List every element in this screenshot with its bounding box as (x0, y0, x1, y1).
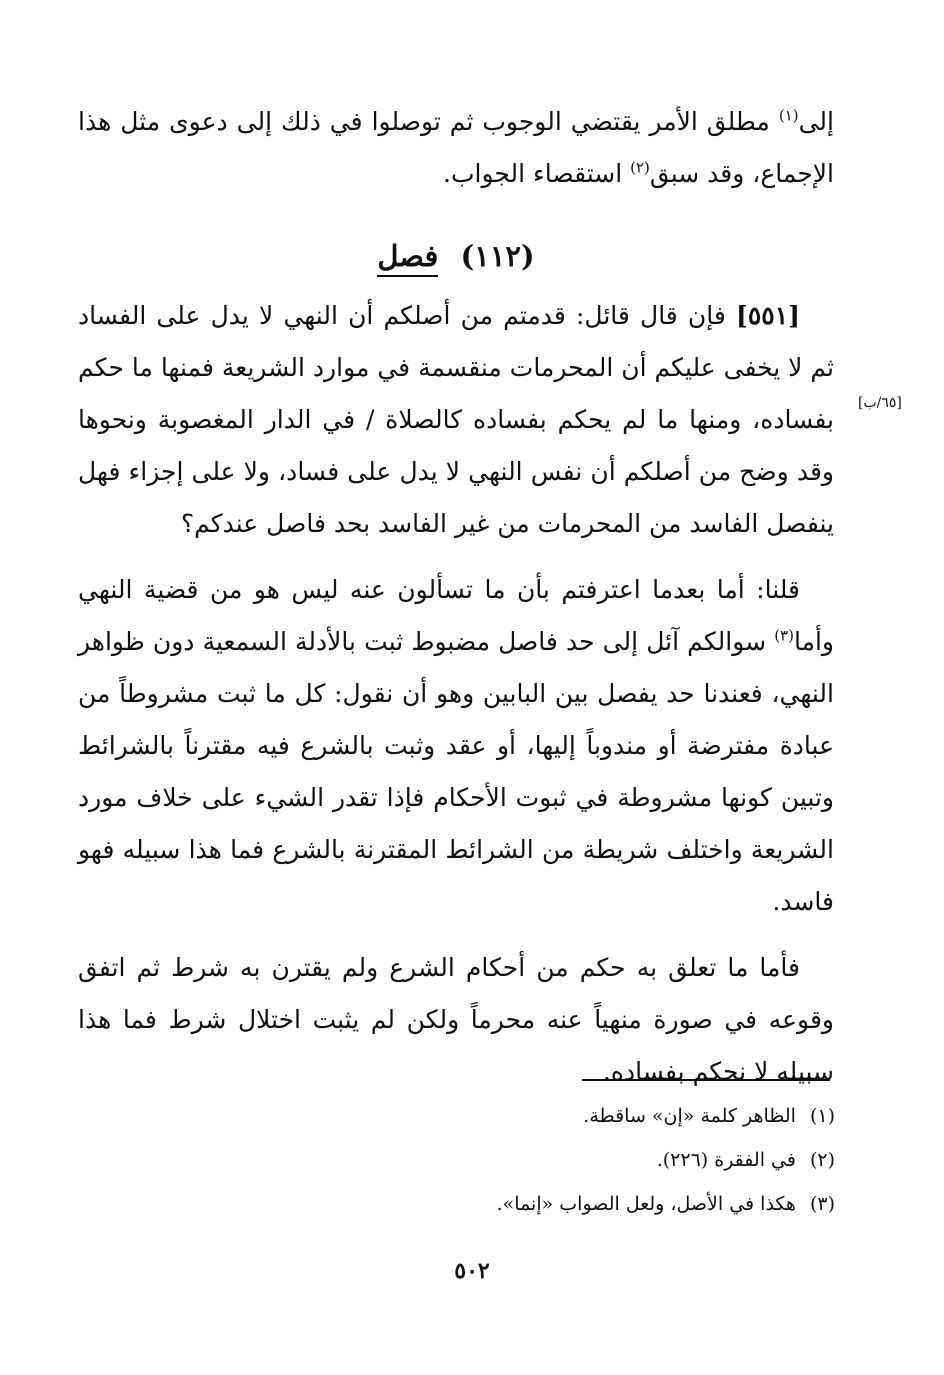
footnote-ref-2: (٢) (630, 158, 650, 177)
continuation-part1: إلى (798, 107, 834, 136)
paragraph-number: [٥٥١] (736, 301, 800, 330)
continuation-part3: استقصاء الجواب. (443, 159, 631, 188)
continuation-part2: مطلق الأمر يقتضي الوجوب ثم توصلوا في ذلك إلى دعوى مثل هذا الإجماع، وقد سبق (78, 107, 834, 188)
footnote-2 (300, 1138, 835, 1182)
section-number: (١١٢) (460, 239, 535, 273)
footnotes (300, 1094, 835, 1226)
footnote-text: الظاهر كلمة «إن» ساقطة. (583, 1105, 796, 1127)
answer-paragraph (78, 564, 834, 928)
continuation-paragraph (78, 96, 834, 200)
section-heading (78, 226, 834, 286)
paragraph-551-text: فإن قال قائل: قدمتم من أصلكم أن النهي لا يدل على الفساد ثم لا يخفى عليكم أن المحرمات منقسمة في موارد الشريعة فمنها ما حكم بفساده، ومنها ما لم يحكم بفساده كالصلاة / في الدار المغصوبة ونحوها وقد وضح من أصلكم أن نفس النهي لا يدل على فساد، ولا على إجزاء فهل ينفصل الفاسد من المحرمات من غير الفاسد بحد فاصل عندكم؟ (78, 301, 834, 538)
margin-folio-note: [٦٥/ب] (858, 395, 902, 411)
page-body (78, 96, 834, 1098)
answer-text-b: سوالكم آئل إلى حد فاصل مضبوط ثبت بالأدلة السمعية دون ظواهر النهي، فعندنا حد يفصل بين البابين وهو أن نقول: كل ما ثبت مشروطاً من عبادة مفترضة أو مندوباً إليها، أو عقد وثبت بالشرع فيه مقترناً بالشرائط وتبين كونها مشروطة في ثبوت الأحكام فإذا تقدر الشيء على خلاف مورد الشريعة واختلف شريطة من الشرائط المقترنة بالشرع فما هذا سبيله فهو فاسد. (78, 627, 834, 916)
section-title: فصل (377, 239, 438, 277)
footnote-ref-3: (٣) (774, 626, 794, 645)
footnote-text: هكذا في الأصل، ولعل الصواب «إنما». (496, 1193, 796, 1215)
page-number: ٥٠٢ (454, 1258, 490, 1284)
closing-text: فأما ما تعلق به حكم من أحكام الشرع ولم يقترن به شرط ثم اتفق وقوعه في صورة منهياً عنه محرماً ولكن لم يثبت اختلال شرط فما هذا سبيله لا نحكم بفساده. (78, 953, 834, 1086)
footnote-3 (300, 1182, 835, 1226)
footnote-number: (٢) (809, 1149, 835, 1171)
footnote-ref-1: (١) (778, 106, 799, 125)
footnote-divider (582, 1079, 830, 1081)
footnote-1 (300, 1094, 835, 1138)
footnote-text: في الفقرة (٢٢٦). (656, 1149, 796, 1171)
answer-text-a: قلنا: أما بعدما اعترفتم بأن ما تسألون عنه ليس هو من قضية النهي وأما (78, 575, 834, 656)
paragraph-551 (78, 290, 834, 550)
footnote-number: (١) (809, 1105, 835, 1127)
footnote-number: (٣) (809, 1193, 835, 1215)
closing-paragraph (78, 942, 834, 1098)
